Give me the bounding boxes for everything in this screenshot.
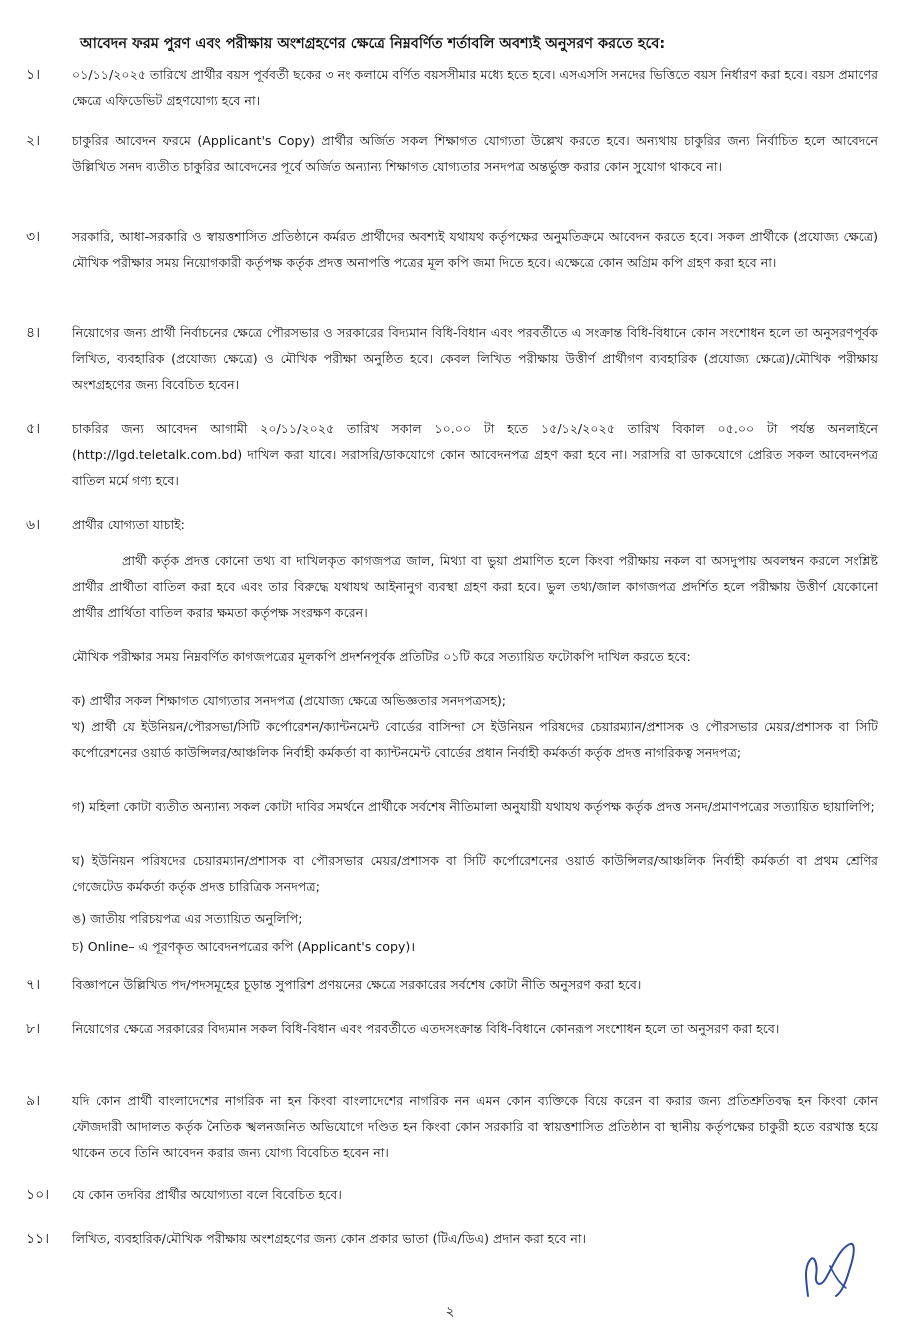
item-number: ১। [26,67,41,83]
condition-text: সরকারি, আধা-সরকারি ও স্বায়ত্তশাসিত প্রতিষ্ঠানে কর্মরত প্রার্থীদের অবশ্যই যথাযথ কর্তৃপক্ষের অনুমতিক্রমে আবেদন করতে হবে। সকল প্রার্থীকে (প্রযোজ্য ক্ষেত্রে) মৌখিক পরীক্ষার সময় নিয়োগকারী কর্তৃপক্ষ কর্তৃক প্রদত্ত অনাপত্তি পত্রের মূল কপি জমা দিতে হবে। এক্ষেত্রে কোন অগ্রিম কপি গ্রহণ করা হবে না। [72,229,878,270]
signature-mark [790,1238,870,1300]
condition-text: যদি কোন প্রার্থী বাংলাদেশের নাগরিক না হন কিংবা বাংলাদেশের নাগরিক নন এমন কোন ব্যক্তিকে বিয়ে করেন বা করার জন্য প্রতিশ্রুতিবদ্ধ হন কিংবা কোন ফৌজদারী আদালত কর্তৃক নৈতিক স্খলনজনিত অভিযোগে দণ্ডিত হন কিংবা কোন সরকারি বা স্বায়ত্তশাসিত প্রতিষ্ঠান বা স্থানীয় কর্তৃপক্ষের চাকুরী হতে বরখাস্ত হয়ে থাকেন তবে তিনি আবেদন করার জন্য যোগ্য বিবেচিত হবেন না। [72,1093,878,1160]
item-number: ৩। [26,229,41,245]
document-list-item: গ) মহিলা কোটা ব্যতীত অন্যান্য সকল কোটা দাবির সমর্থনে প্রার্থীকে সর্বশেষ নীতিমালা অনুযায়ী যথাযথ কর্তৃপক্ষ কর্তৃক প্রদত্ত সনদ/প্রমাণপত্রের সত্যায়িত ছায়ালিপি; [72,799,875,814]
condition-text: নিয়োগের জন্য প্রার্থী নির্বাচনের ক্ষেত্রে পৌরসভার ও সরকারের বিদ্যমান বিধি-বিধান এবং পরবর্তীতে এ সংক্রান্ত বিধি-বিধানে কোন সংশোধন হলে তা অনুসরণপূর্বক লিখিত, ব্যবহারিক (প্রযোজ্য ক্ষেত্রে) ও মৌখিক পরীক্ষা অনুষ্ঠিত হবে। কেবল লিখিত পরীক্ষায় উত্তীর্ণ প্রার্থীগণ ব্যবহারিক (প্রযোজ্য ক্ষেত্রে)/মৌখিক পরীক্ষায় অংশগ্রহণের জন্য বিবেচিত হবেন। [72,325,878,392]
condition-text: ০১/১১/২০২৫ তারিখে প্রার্থীর বয়স পূর্ববর্তী ছকের ৩ নং কলামে বর্ণিত বয়সসীমার মধ্যে হতে হবে। এসএসসি সনদের ভিত্তিতে বয়স নির্ধারণ করা হবে। বয়স প্রমাণের ক্ষেত্রে এফিডেভিট গ্রহণযোগ্য হবে না। [72,67,878,108]
item-number: ১১। [26,1231,50,1247]
verification-paragraph: প্রার্থী কর্তৃক প্রদত্ত কোনো তথ্য বা দাখিলকৃত কাগজপত্র জাল, মিথ্যা বা ভুয়া প্রমাণিত হলে কিংবা পরীক্ষায় নকল বা অসদুপায় অবলম্বন করলে সংশ্লিষ্ট প্রার্থীর প্রার্থীতা বাতিল করা হবে এবং তার বিরুদ্ধে যথাযথ আইনানুগ ব্যবস্থা গ্রহণ করা হবে। ভুল তথ্য/জাল কাগজপত্র প্রদর্শিত হলে পরীক্ষায় উত্তীর্ণ যেকোনো প্রার্থীর প্রার্থিতা বাতিল করার ক্ষমতা কর্তৃপক্ষ সংরক্ষণ করেন। [72,553,878,620]
condition-text: লিখিত, ব্যবহারিক/মৌখিক পরীক্ষায় অংশগ্রহণের জন্য কোন প্রকার ভাতা (টিএ/ডিএ) প্রদান করা হবে না। [72,1231,586,1246]
item-number: ৬। [26,517,41,533]
conditions-heading: আবেদন ফরম পুরণ এবং পরীক্ষায় অংশগ্রহণের ক্ষেত্রে নিম্নবর্ণিত শর্তাবলি অবশ্যই অনুসরণ করতে হবে: [80,36,666,52]
condition-text: নিয়োগের ক্ষেত্রে সরকারের বিদ্যমান সকল বিধি-বিধান এবং পরবর্তীতে এতদসংক্রান্ত বিধি-বিধানে কোনরূপ সংশোধন হলে তা অনুসরণ করা হবে। [72,1021,780,1036]
document-list-item: ঙ) জাতীয় পরিচয়পত্র এর সত্যায়িত অনুলিপি; [72,911,303,926]
condition-text: প্রার্থীর যোগ্যতা যাচাই: [72,517,185,532]
item-number: ৮। [26,1021,41,1037]
condition-text: চাকরির জন্য আবেদন আগামী ২০/১১/২০২৫ তারিখ সকাল ১০.০০ টা হতে ১৫/১২/২০২৫ তারিখ বিকাল ০৫.০০ টা পর্যন্ত অনলাইনে (http://lgd.teletalk.com.bd) দাখিল করা যাবে। সরাসরি/ডাকযোগে কোন আবেদনপত্র গ্রহণ করা হবে না। সরাসরি বা ডাকযোগে প্রেরিত সকল আবেদনপত্র বাতিল মর্মে গণ্য হবে। [72,421,878,488]
item-number: ৯। [26,1093,41,1109]
document-list-item: ক) প্রার্থীর সকল শিক্ষাগত যোগ্যতার সনদপত্র (প্রযোজ্য ক্ষেত্রে অভিজ্ঞতার সনদপত্রসহ); [72,693,506,708]
item-number: ২। [26,133,41,149]
item-number: ১০। [26,1187,50,1203]
document-list-item: ঘ) ইউনিয়ন পরিষদের চেয়ারম্যান/প্রশাসক বা পৌরসভার মেয়র/প্রশাসক বা সিটি কর্পোরেশনের ওয়ার্ড কাউন্সিলর/আঞ্চলিক নির্বাহী কর্মকর্তা বা প্রথম শ্রেণির গেজেটেড কর্মকর্তা কর্তৃক প্রদত্ত চারিত্রিক সনদপত্র; [72,853,878,894]
condition-text: যে কোন তদবির প্রার্থীর অযোগ্যতা বলে বিবেচিত হবে। [72,1187,342,1202]
item-number: ৭। [26,977,41,993]
condition-text: চাকুরির আবেদন ফরমে (Applicant's Copy) প্রার্থীর অর্জিত সকল শিক্ষাগত যোগ্যতা উল্লেখ করতে হবে। অন্যথায় চাকুরির জন্য নির্বাচিত হলে আবেদনে উল্লিখিত সনদ ব্যতীত চাকুরির আবেদনের পূর্বে অর্জিত অন্যান্য শিক্ষাগত যোগ্যতার সনদপত্র অন্তর্ভুক্ত করার কোন সুযোগ থাকবে না। [72,133,878,174]
page-number: ২ [445,1304,455,1320]
documents-intro: মৌখিক পরীক্ষার সময় নিম্নবর্ণিত কাগজপত্রের মূলকপি প্রদর্শনপূর্বক প্রতিটির ০১টি করে সত্যায়িত ফটোকপি দাখিল করতে হবে: [72,649,691,664]
condition-text: বিজ্ঞাপনে উল্লিখিত পদ/পদসমূহের চূড়ান্ত সুপারিশ প্রণয়নের ক্ষেত্রে সরকারের সর্বশেষ কোটা নীতি অনুসরণ করা হবে। [72,977,642,992]
document-list-item: খ) প্রার্থী যে ইউনিয়ন/পৌরসভা/সিটি কর্পোরেশন/ক্যান্টনমেন্ট বোর্ডের বাসিন্দা সে ইউনিয়ন পরিষদের চেয়ারম্যান/প্রশাসক ও পৌরসভার মেয়র/প্রশাসক বা সিটি কর্পোরেশনের ওয়ার্ড কাউন্সিলর/আঞ্চলিক নির্বাহী কর্মকর্তা বা ক্যান্টনমেন্ট বোর্ডের প্রধান নির্বাহী কর্মকর্তা কর্তৃক প্রদত্ত নাগরিকত্ব সনদপত্র; [72,719,878,760]
item-number: ৫। [26,421,41,437]
item-number: ৪। [26,325,41,341]
document-list-item: চ) Online– এ পূরণকৃত আবেদনপত্রের কপি (Applicant's copy)। [72,939,416,954]
